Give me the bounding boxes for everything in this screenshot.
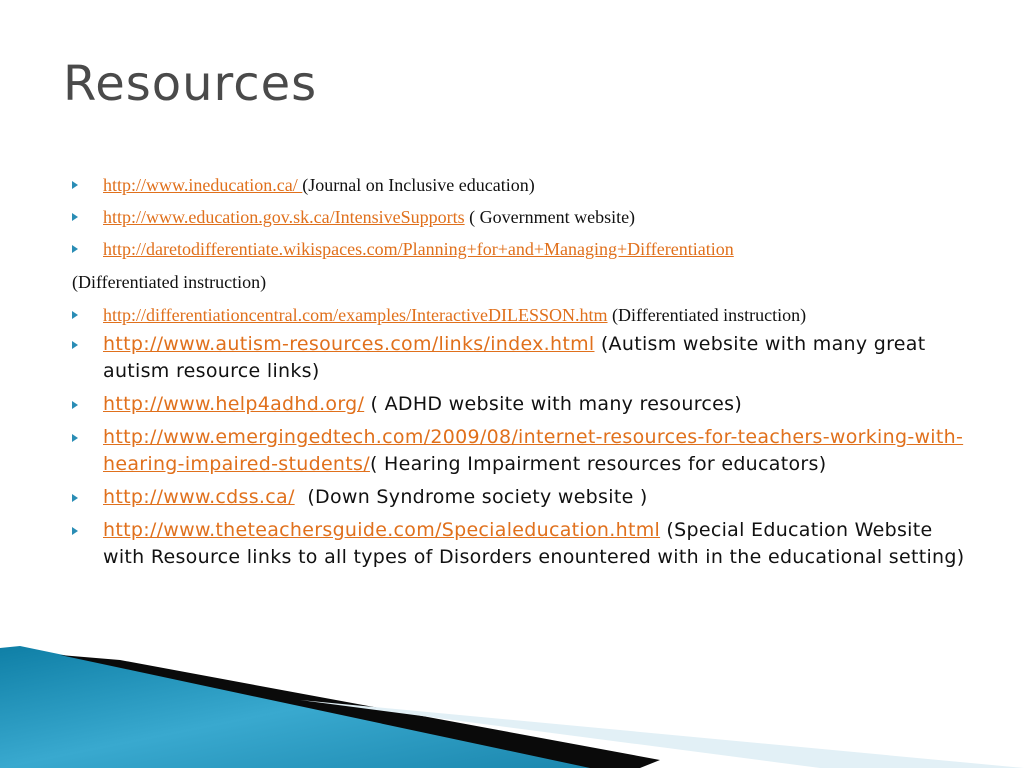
resource-description: (Differentiated instruction): [607, 305, 807, 325]
bullet-arrow-icon: [72, 341, 78, 349]
resource-link[interactable]: http://www.autism-resources.com/links/index.html: [103, 333, 595, 355]
resource-link[interactable]: http://daretodifferentiate.wikispaces.com/Planning+for+and+Managing+Differentiation: [103, 239, 734, 259]
resource-description: ( Government website): [464, 207, 636, 227]
list-item: [72, 302, 972, 328]
bullet-arrow-icon: [72, 213, 78, 221]
list-item: [72, 204, 972, 230]
light-band-shape: [0, 658, 420, 768]
resource-link[interactable]: http://www.ineducation.ca/: [103, 175, 303, 195]
resource-link[interactable]: http://www.education.gov.sk.ca/IntensiveSupports: [103, 207, 465, 227]
list-item: [72, 331, 972, 385]
bullet-arrow-icon: [72, 311, 78, 319]
list-item: [72, 236, 972, 262]
list-item: [72, 484, 972, 511]
black-stripe-shape: [60, 655, 660, 768]
resource-description: ( Hearing Impairment resources for educators): [369, 453, 827, 475]
bullet-arrow-icon: [72, 401, 78, 409]
resource-list: [72, 172, 972, 571]
resource-description: ( ADHD website with many resources): [364, 393, 743, 415]
resource-description: (Special Education Website with Resource links to all types of Disorders enountered with in the educational setting): [103, 519, 965, 568]
resource-link[interactable]: http://www.help4adhd.org/: [103, 393, 365, 415]
bullet-arrow-icon: [72, 527, 78, 535]
list-item: [72, 172, 972, 198]
resource-link[interactable]: http://www.theteachersguide.com/Specialeducation.html: [103, 519, 661, 541]
slide-title: Resources: [63, 56, 318, 112]
resource-link[interactable]: http://www.cdss.ca/: [103, 486, 295, 508]
resource-description: (Journal on Inclusive education): [302, 175, 535, 195]
bullet-arrow-icon: [72, 245, 78, 253]
list-item: [72, 517, 972, 571]
list-item: [72, 424, 972, 478]
resource-link[interactable]: http://www.emergingedtech.com/2009/08/internet-resources-for-teachers-working-with-hearing-impaired-students/: [103, 426, 964, 475]
list-item-continuation: (Differentiated instruction): [72, 272, 267, 292]
bullet-arrow-icon: [72, 494, 78, 502]
resource-link[interactable]: http://differentiationcentral.com/examples/InteractiveDILESSON.htm: [103, 305, 608, 325]
bullet-arrow-icon: [72, 434, 78, 442]
teal-band-shape: [0, 646, 610, 768]
resource-description: (Autism website with many great autism resource links): [103, 333, 926, 382]
list-item: [72, 391, 972, 418]
bullet-arrow-icon: [72, 181, 78, 189]
resource-description: (Down Syndrome society website ): [294, 486, 648, 508]
pale-stripe-shape: [300, 700, 1024, 768]
